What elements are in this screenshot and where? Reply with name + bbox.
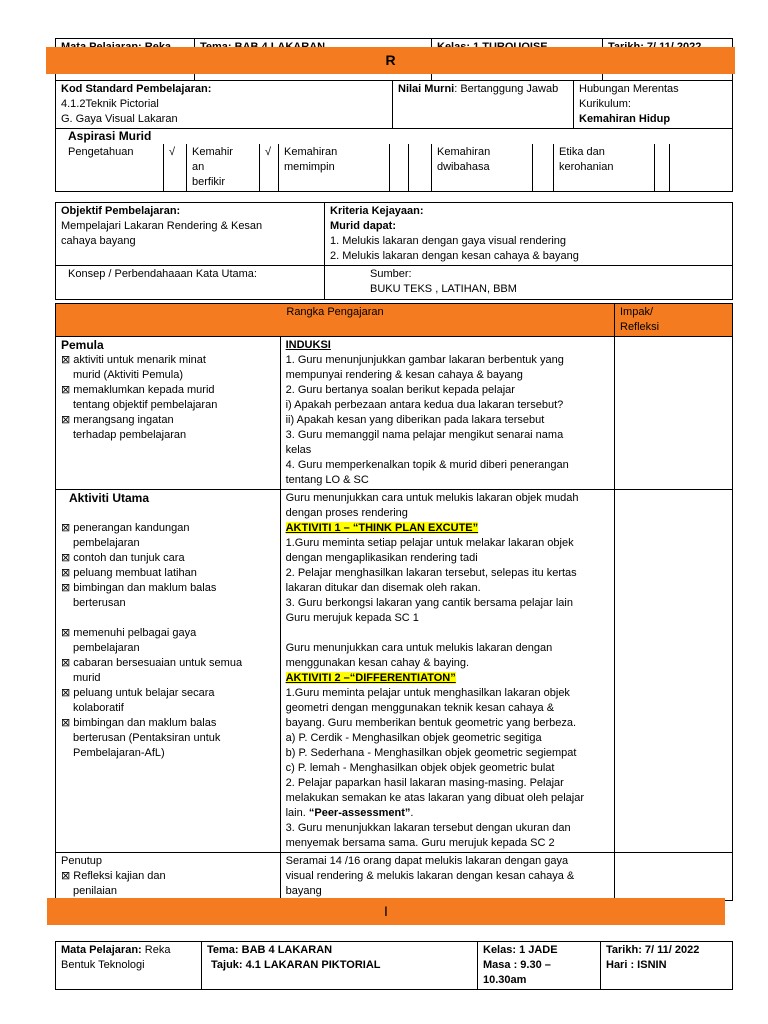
bottom-banner (47, 898, 725, 925)
rangka-header: Rangka Pengajaran (56, 304, 615, 337)
objektif-table (55, 202, 733, 300)
objektif-line1: Mempelajari Lakaran Rendering & Kesan (61, 220, 263, 232)
bottom-kelas: Kelas: 1 JADE Masa : 9.30 – 10.30am (478, 942, 601, 990)
aspirasi-mark-2: √ (260, 144, 279, 191)
penutup-cell: Penutup ⊠ Refleksi kajian dan penilaian (56, 853, 281, 901)
sumber-label: Sumber: (370, 268, 412, 280)
aktiviti1-title: AKTIVITI 1 – “THINK PLAN EXCUTE” (285, 522, 479, 534)
impak-pemula (615, 337, 733, 490)
kod-standard-line1: 4.1.2Teknik Pictorial (61, 98, 159, 110)
penutup-title: Penutup (61, 855, 102, 867)
hubungan-line1: Hubungan Merentas (579, 83, 679, 95)
impak-penutup (615, 853, 733, 901)
nilai-murni-value: : Bertanggung Jawab (454, 83, 559, 95)
aspirasi-memimpin: Kemahiran memimpin (279, 144, 390, 191)
aspirasi-grid (56, 144, 732, 191)
objektif-cell (56, 203, 325, 266)
hubungan-value: Kemahiran Hidup (579, 113, 671, 125)
pemula-cell: Pemula ⊠ aktiviti untuk menarik minat murid (Aktiviti Pemula) ⊠ memaklumkan kepada murid tentang objektif pembelajaran ⊠ merangsang ingatan terhadap pembelajaran (56, 337, 281, 490)
bottom-banner-letter: I (384, 903, 388, 919)
konsep-label: Konsep / Perbendahaaan Kata Utama: (68, 268, 257, 280)
induksi-cell: INDUKSI 1. Guru menunjunjukkan gambar lakaran berbentuk yang mempunyai rendering & kesan cahaya & bayang 2. Guru bertanya soalan berikut kepada pelajar i) Apakah perbezaan antara kedua dua lakaran tersebut? ii) Apakah kesan yang diberikan pada lakara tersebut 3. Guru memanggil nama pelajar mengikut senarai nama kelas 4. Guru memperkenalkan topik & murid diberi penerangan tentang LO & SC (280, 337, 614, 490)
aspirasi-title: Aspirasi Murid (68, 129, 152, 143)
aspirasi-dwibahasa: Kemahiran dwibahasa (432, 144, 533, 191)
bottom-header-table (55, 941, 733, 990)
nilai-murni-label: Nilai Murni (398, 83, 455, 95)
aspirasi-berfikir: Kemahir an berfikir (187, 144, 260, 191)
kriteria-1: 1. Melukis lakaran dengan gaya visual rendering (330, 235, 567, 247)
impak-header: Impak/ Refleksi (615, 304, 733, 337)
murid-dapat-label: Murid dapat: (330, 220, 396, 232)
hubungan-cell (574, 81, 733, 129)
impak-aktiviti (615, 490, 733, 853)
rangka-table (55, 303, 733, 901)
induksi-title: INDUKSI (285, 339, 331, 351)
aktiviti2-title: AKTIVITI 2 –“DIFFERENTIATON” (285, 672, 456, 684)
aktiviti-detail-cell: Guru menunjukkan cara untuk melukis lakaran objek mudah dengan proses rendering AKTIVITI 1 – “THINK PLAN EXCUTE” 1.Guru meminta setiap pelajar untuk melakar lakaran objek dengan mengaplikasikan rendering tadi 2. Pelajar menghasilkan lakaran tersebut, selepas itu kertas lakaran ditukar dan disemak oleh rakan. 3. Guru berkongsi lakaran yang cantik bersama pelajar lain Guru merujuk kepada SC 1 Guru menunjukkan cara untuk melukis lakaran dengan menggunakan kesan cahay & baying. AKTIVITI 2 –“DIFFERENTIATON” 1.Guru meminta pelajar untuk menghasilkan lakaran objek geometri dengan menggunakan teknik kesan cahaya & bayang. Guru memberikan bentuk geometric yang berbeza. a) P. Cerdik - Menghasilkan objek geometric segitiga b) P. Sederhana - Menghasilkan objek geometric segiempat c) P. lemah - Menghasilkan objek objek geometric bulat 2. Pelajar paparkan hasil lakaran masing-masing. Pelajar melakukan semakan ke atas lakaran yang dibuat oleh pelajar lain. “Peer-assessment”. 3. Guru menunjukkan lakaran tersebut dengan ukuran dan menyemak bersama sama. Guru merujuk kepada SC 2 (280, 490, 614, 853)
pemula-title: Pemula (61, 338, 104, 352)
aspirasi-pengetahuan: Pengetahuan (68, 146, 134, 158)
kod-standard-cell (56, 81, 393, 129)
aspirasi-mark-3 (390, 144, 409, 191)
objektif-line2: cahaya bayang (61, 235, 136, 247)
kriteria-2: 2. Melukis lakaran dengan kesan cahaya & bayang (330, 250, 579, 262)
kriteria-label: Kriteria Kejayaan: (330, 205, 424, 217)
nilai-murni-cell (393, 81, 574, 129)
aktiviti-utama-cell: Aktiviti Utama ⊠ penerangan kandungan pembelajaran ⊠ contoh dan tunjuk cara ⊠ peluang membuat latihan ⊠ bimbingan dan maklum balas berterusan ⊠ memenuhi pelbagai gaya pembelajaran ⊠ cabaran bersesuaian untuk semua murid ⊠ peluang untuk belajar secara kolaboratif ⊠ bimbingan dan maklum balas berterusan (Pentaksiran untuk Pembelajaran-AfL) (56, 490, 281, 853)
aspirasi-cell (56, 129, 733, 192)
peer-assessment: “Peer-assessment” (308, 807, 411, 819)
konsep-cell (56, 266, 325, 300)
top-banner (46, 47, 735, 74)
kod-standard-label: Kod Standard Pembelajaran: (61, 83, 212, 95)
bottom-tema: Tema: BAB 4 LAKARAN Tajuk: 4.1 LAKARAN PIKTORIAL (202, 942, 478, 990)
standards-table (55, 80, 733, 192)
kod-standard-line2: G. Gaya Visual Lakaran (61, 113, 178, 125)
aspirasi-mark-5 (655, 144, 670, 191)
sumber-cell (325, 266, 733, 300)
kriteria-cell (325, 203, 733, 266)
bottom-mata-pelajaran: Mata Pelajaran: Reka Bentuk Teknologi (56, 942, 202, 990)
penutup-detail-cell: Seramai 14 /16 orang dapat melukis lakaran dengan gaya visual rendering & melukis lakaran dengan kesan cahaya & bayang (280, 853, 614, 901)
aspirasi-etika: Etika dan kerohanian (554, 144, 655, 191)
hubungan-line2: Kurikulum: (579, 98, 631, 110)
top-banner-letter: R (385, 52, 396, 68)
bottom-tarikh: Tarikh: 7/ 11/ 2022 Hari : ISNIN (601, 942, 733, 990)
sumber-value: BUKU TEKS , LATIHAN, BBM (370, 283, 517, 295)
aspirasi-mark-4 (533, 144, 554, 191)
aspirasi-mark-1: √ (164, 144, 187, 191)
objektif-label: Objektif Pembelajaran: (61, 205, 181, 217)
aktiviti-utama-title: Aktiviti Utama (69, 491, 150, 505)
